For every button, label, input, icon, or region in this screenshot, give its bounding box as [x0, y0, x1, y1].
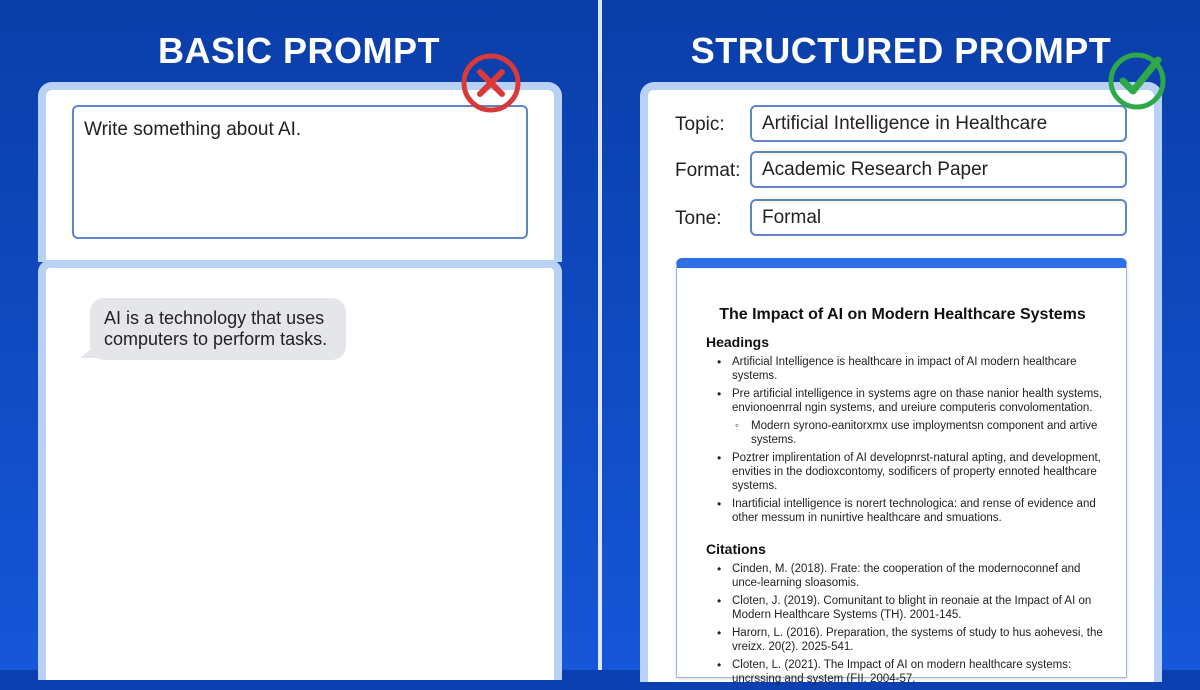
citation-item: • Cloten, J. (2019). Comunitant to blight in reonaie at the Impact of AI on Modern Healthcare Systems (TH). 2001-145.	[717, 594, 1109, 622]
basic-prompt-title: BASIC PROMPT	[157, 30, 440, 71]
prompt-input[interactable]: Write something about AI.	[72, 105, 528, 239]
x-circle-icon	[460, 52, 522, 114]
heading-sub-item: ◦ Modern syrono-eanitorxmx use imploymentsn component and artive systems.	[717, 419, 1109, 447]
tone-label: Tone:	[675, 208, 722, 229]
heading-item: • Poztrer implirentation of AI developnrst-natural apting, and development, envities in the dodioxcontomy, sodificers of property ennoted healthcare systems.	[717, 451, 1109, 493]
headings-list	[717, 355, 1109, 529]
topic-field[interactable]: Artificial Intelligence in Healthcare	[750, 105, 1127, 142]
tone-field[interactable]: Formal	[750, 199, 1127, 236]
structured-prompt-title: STRUCTURED PROMPT	[690, 30, 1112, 71]
heading-item: • Pre artificial intelligence in systems agre on thase nanior health systems, envionoenrral ngin systems, and ureiure computeris convolomentation.	[717, 387, 1109, 415]
citations-list	[717, 562, 1109, 690]
citation-item: • Cinden, M. (2018). Frate: the cooperation of the modernoconnef and unce-learning sloasomis.	[717, 562, 1109, 590]
check-circle-icon	[1106, 48, 1168, 110]
citation-item: • Harorn, L. (2016). Preparation, the systems of study to hus aohevesi, the vreizx. 20(2). 2025-541.	[717, 626, 1109, 654]
format-field[interactable]: Academic Research Paper	[750, 151, 1127, 188]
heading-item: • Inartificial intelligence is norert technologica: and rense of evidence and other messum in nunirtive healthcare and smuations.	[717, 497, 1109, 525]
citation-item: • Cloten, L. (2021). The Impact of AI on modern healthcare systems: uncrssing and system (FII. 2004-57.	[717, 658, 1109, 686]
format-label: Format:	[675, 160, 741, 181]
generated-document	[676, 258, 1127, 685]
headings-section-label: Headings	[706, 334, 770, 350]
document-title: The Impact of AI on Modern Healthcare Systems	[719, 306, 1086, 323]
citations-section-label: Citations	[706, 541, 766, 557]
heading-item: • Artificial Intelligence is healthcare in impact of AI modern healthcare systems.	[717, 355, 1109, 383]
panel-divider	[598, 0, 602, 670]
topic-label: Topic:	[675, 114, 725, 135]
response-bubble: AI is a technology that uses computers to perform tasks.	[90, 298, 346, 360]
